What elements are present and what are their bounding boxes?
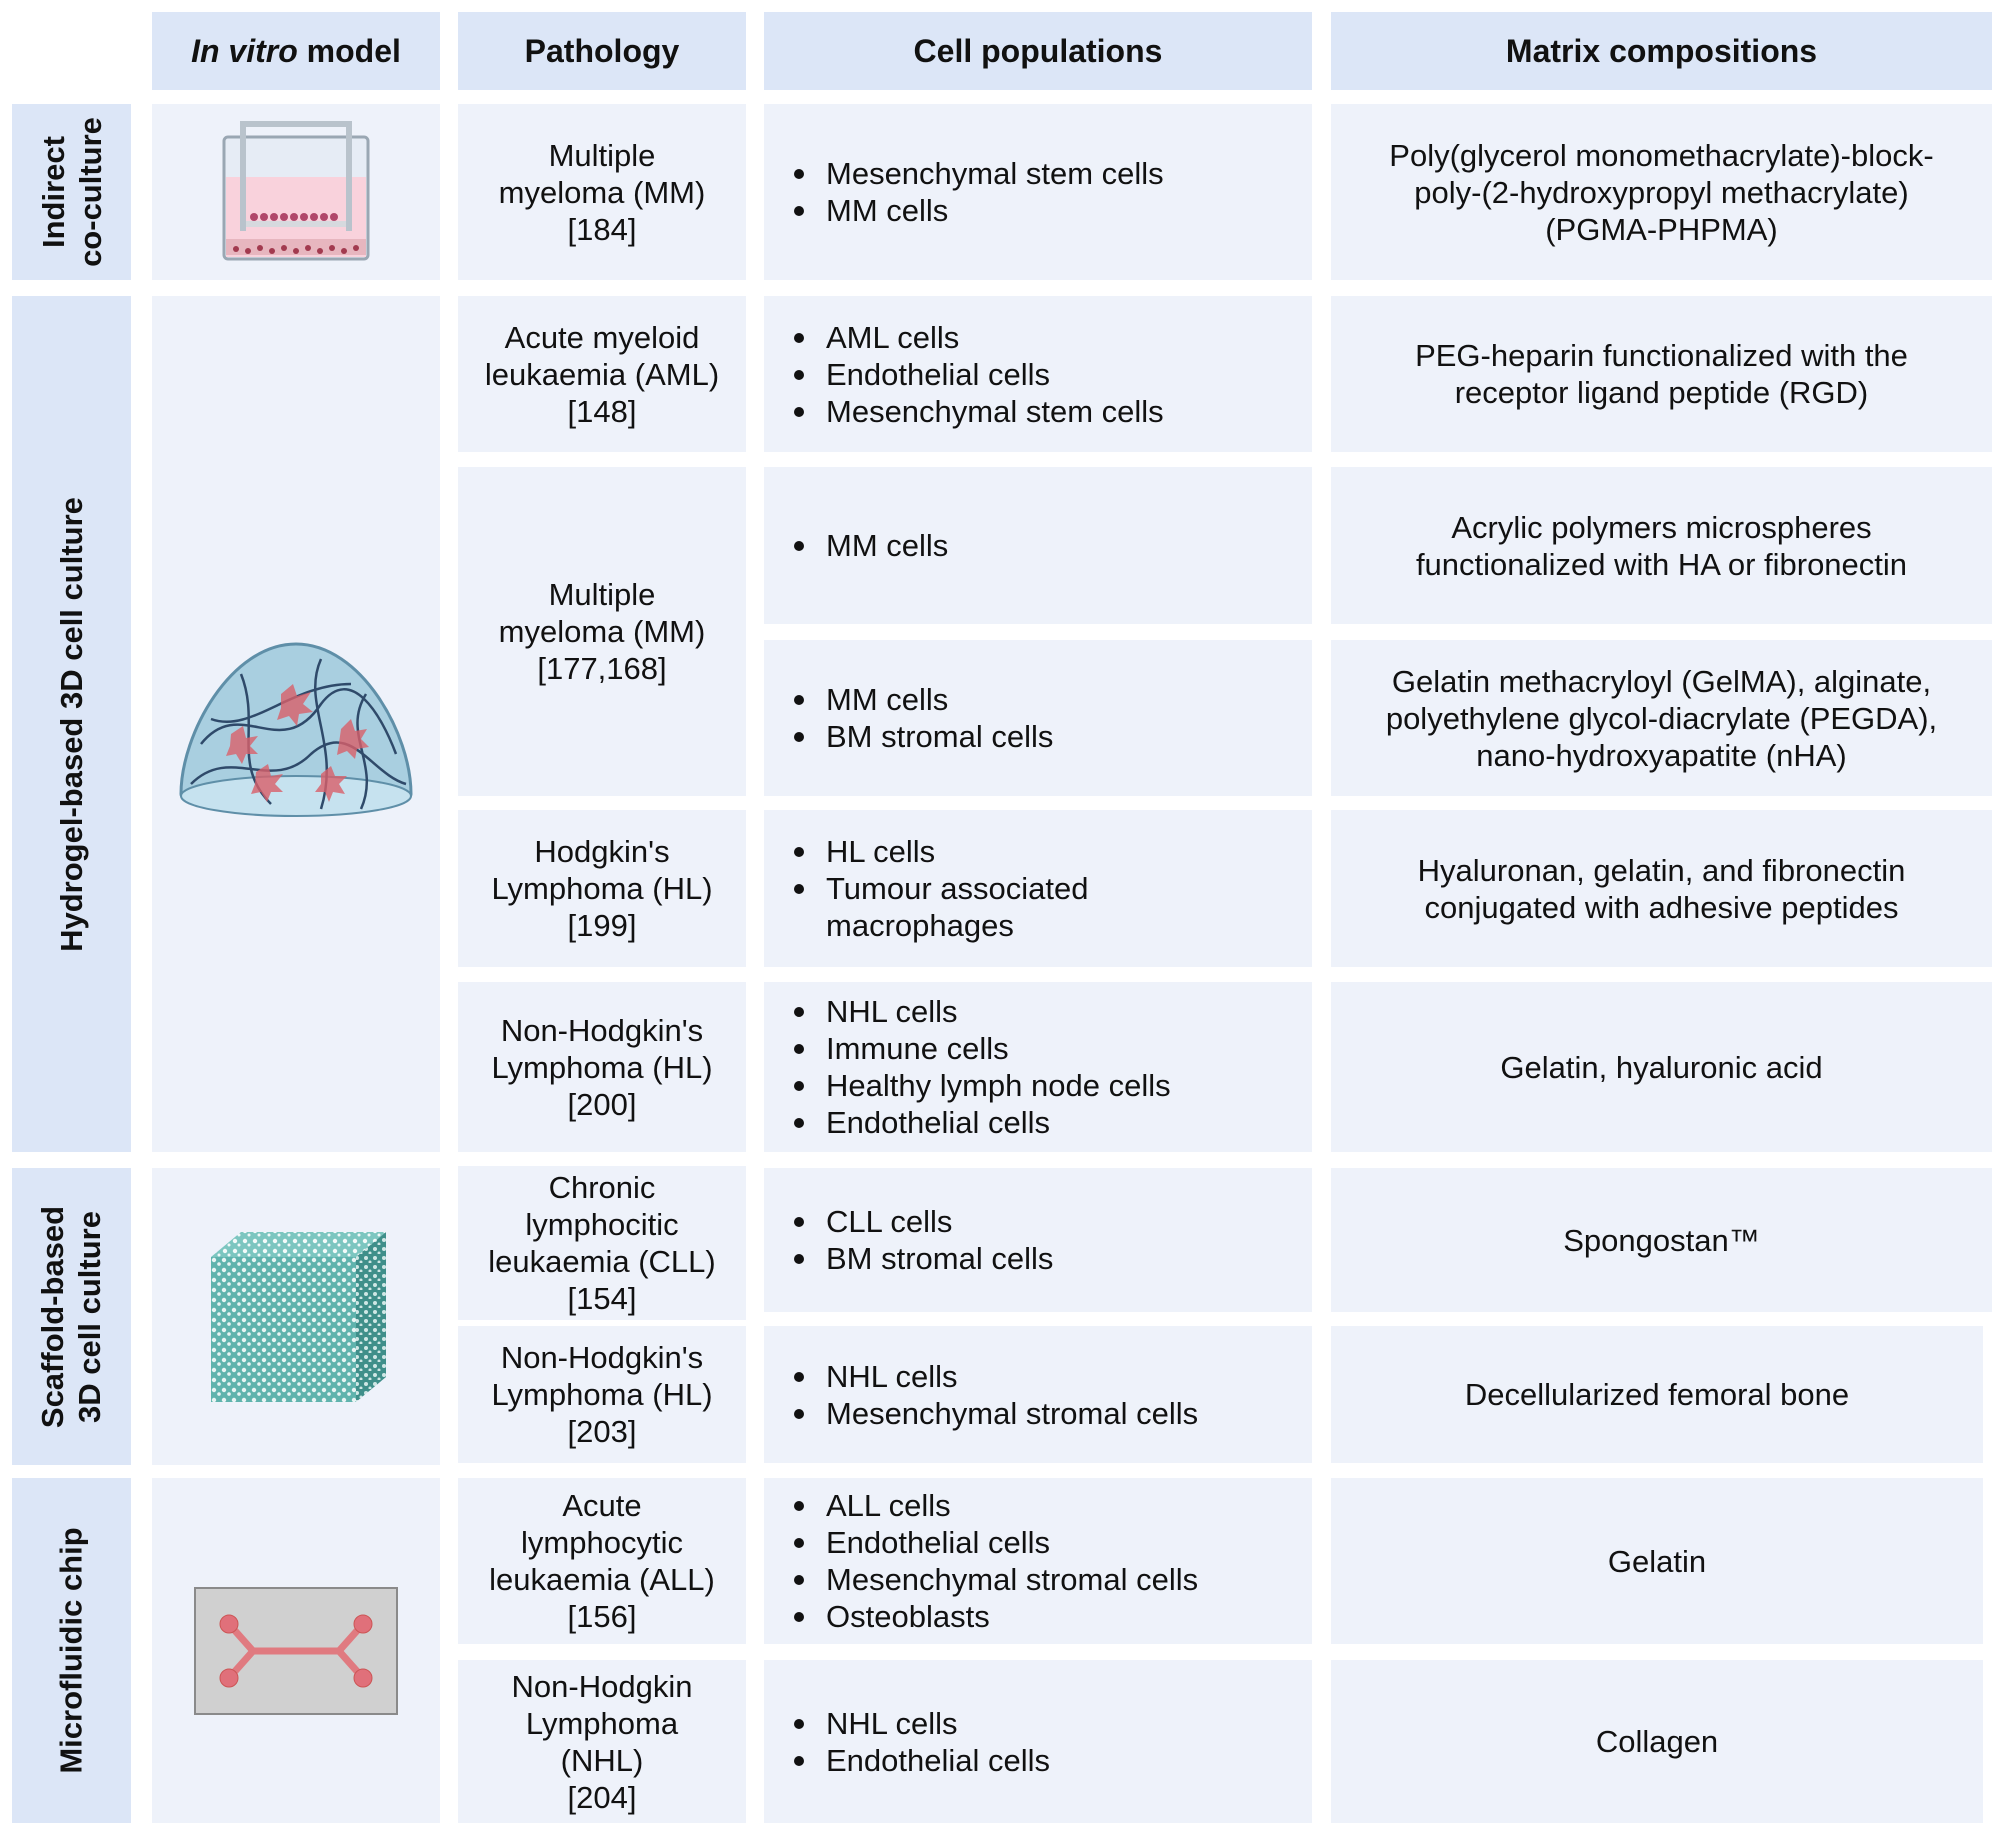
list-item: Mesenchymal stem cells bbox=[826, 156, 1164, 191]
transwell-image-cell bbox=[152, 104, 440, 280]
cells-row-5 bbox=[764, 982, 1312, 1152]
header-matrix-compositions: Matrix compositions bbox=[1331, 12, 1992, 90]
list-item: NHL cells bbox=[826, 1705, 1050, 1742]
header-model-rest: model bbox=[297, 32, 401, 69]
matrix-row-5: Gelatin, hyaluronic acid bbox=[1331, 982, 1992, 1152]
microfluidic-image-cell bbox=[152, 1478, 440, 1823]
list-item: ALL cells bbox=[826, 1487, 1198, 1524]
pathology-row-9: Non-Hodgkin Lymphoma (NHL) [204] bbox=[458, 1660, 746, 1823]
pathology-row-8: Acute lymphocytic leukaemia (ALL) [156] bbox=[458, 1478, 746, 1644]
group-hydrogel-3d bbox=[12, 296, 131, 1152]
matrix-row-3: Gelatin methacryloyl (GelMA), alginate, polyethylene glycol-diacrylate (PEGDA), nano-hydroxyapatite (nHA) bbox=[1331, 640, 1992, 796]
matrix-row-7: Decellularized femoral bone bbox=[1331, 1326, 1983, 1463]
cells-row-0 bbox=[764, 104, 1312, 280]
header-model-italic: In vitro bbox=[191, 32, 298, 69]
list-item: Mesenchymal stromal cells bbox=[826, 1395, 1199, 1431]
header-pathology: Pathology bbox=[458, 12, 746, 90]
list-item: Endothelial cells bbox=[826, 1742, 1051, 1778]
matrix-row-4: Hyaluronan, gelatin, and fibronectin conjugated with adhesive peptides bbox=[1331, 810, 1992, 967]
group-microfluidic-chip bbox=[12, 1478, 131, 1823]
matrix-row-9: Collagen bbox=[1331, 1660, 1983, 1823]
pathology-row-1: Acute myeloid leukaemia (AML) [148] bbox=[458, 296, 746, 452]
matrix-row-0: Poly(glycerol monomethacrylate)-block- poly-(2-hydroxypropyl methacrylate) (PGMA-PHPMA) bbox=[1331, 104, 1992, 280]
pathology-row-6: Chronic lymphocitic leukaemia (CLL) [154] bbox=[458, 1166, 746, 1320]
header-cell-populations: Cell populations bbox=[764, 12, 1312, 90]
cells-row-8 bbox=[764, 1478, 1312, 1644]
cells-row-4 bbox=[764, 810, 1312, 967]
group-scaffold-3d bbox=[12, 1168, 131, 1465]
pathology-row-4: Hodgkin's Lymphoma (HL) [199] bbox=[458, 810, 746, 967]
list-item: Mesenchymal stromal cells bbox=[826, 1562, 1199, 1597]
hydrogel-image-cell bbox=[152, 296, 440, 1152]
matrix-row-2: Acrylic polymers microspheres functionalized with HA or fibronectin bbox=[1331, 467, 1992, 624]
list-item: Healthy lymph node cells bbox=[826, 1068, 1171, 1103]
list-item: Mesenchymal stem cells bbox=[826, 393, 1164, 429]
cells-row-6 bbox=[764, 1168, 1312, 1312]
cells-row-7 bbox=[764, 1326, 1312, 1463]
group-label-hydrogel: Hydrogel-based 3D cell culture bbox=[54, 496, 89, 952]
scaffold-image-cell bbox=[152, 1168, 440, 1465]
list-item: MM cells bbox=[826, 192, 1164, 229]
microfluidic-chip-icon bbox=[193, 1586, 399, 1716]
pathology-row-2: Multiple myeloma (MM) [177,168] bbox=[458, 467, 746, 796]
cells-row-2 bbox=[764, 467, 1312, 624]
hydrogel-dome-icon bbox=[171, 624, 421, 824]
list-item: Tumour associated macrophages bbox=[826, 871, 1089, 943]
list-item: Endothelial cells bbox=[826, 356, 1164, 393]
header-in-vitro-model bbox=[152, 12, 440, 90]
list-item: MM cells bbox=[826, 528, 949, 563]
group-label-indirect: Indirect co-culture bbox=[35, 117, 108, 267]
list-item: AML cells bbox=[826, 319, 1164, 356]
pathology-row-5: Non-Hodgkin's Lymphoma (HL) [200] bbox=[458, 982, 746, 1152]
matrix-row-1: PEG-heparin functionalized with the receptor ligand peptide (RGD) bbox=[1331, 296, 1992, 452]
list-item: MM cells bbox=[826, 681, 1053, 718]
list-item: BM stromal cells bbox=[826, 719, 1054, 754]
list-item: BM stromal cells bbox=[826, 1241, 1054, 1276]
list-item: NHL cells bbox=[826, 993, 1171, 1030]
group-label-scaffold: Scaffold-based 3D cell culture bbox=[35, 1205, 108, 1428]
pathology-row-0: Multiple myeloma (MM) [184] bbox=[458, 104, 746, 280]
group-indirect-co-culture bbox=[12, 104, 131, 280]
list-item: Endothelial cells bbox=[826, 1104, 1171, 1141]
group-label-chip: Microfluidic chip bbox=[54, 1527, 90, 1774]
list-item: Endothelial cells bbox=[826, 1524, 1198, 1561]
list-item: NHL cells bbox=[826, 1358, 1198, 1395]
list-item: CLL cells bbox=[826, 1203, 1053, 1240]
cells-row-1 bbox=[764, 296, 1312, 452]
list-item: HL cells bbox=[826, 833, 1088, 870]
matrix-row-8: Gelatin bbox=[1331, 1478, 1983, 1644]
pathology-row-7: Non-Hodgkin's Lymphoma (HL) [203] bbox=[458, 1326, 746, 1463]
list-item: Immune cells bbox=[826, 1030, 1171, 1067]
matrix-row-6: Spongostan™ bbox=[1331, 1168, 1992, 1312]
cells-row-9 bbox=[764, 1660, 1312, 1823]
porous-scaffold-cube-icon bbox=[201, 1227, 391, 1407]
cells-row-3 bbox=[764, 640, 1312, 796]
list-item: Osteoblasts bbox=[826, 1598, 1198, 1635]
transwell-insert-icon bbox=[216, 117, 376, 267]
